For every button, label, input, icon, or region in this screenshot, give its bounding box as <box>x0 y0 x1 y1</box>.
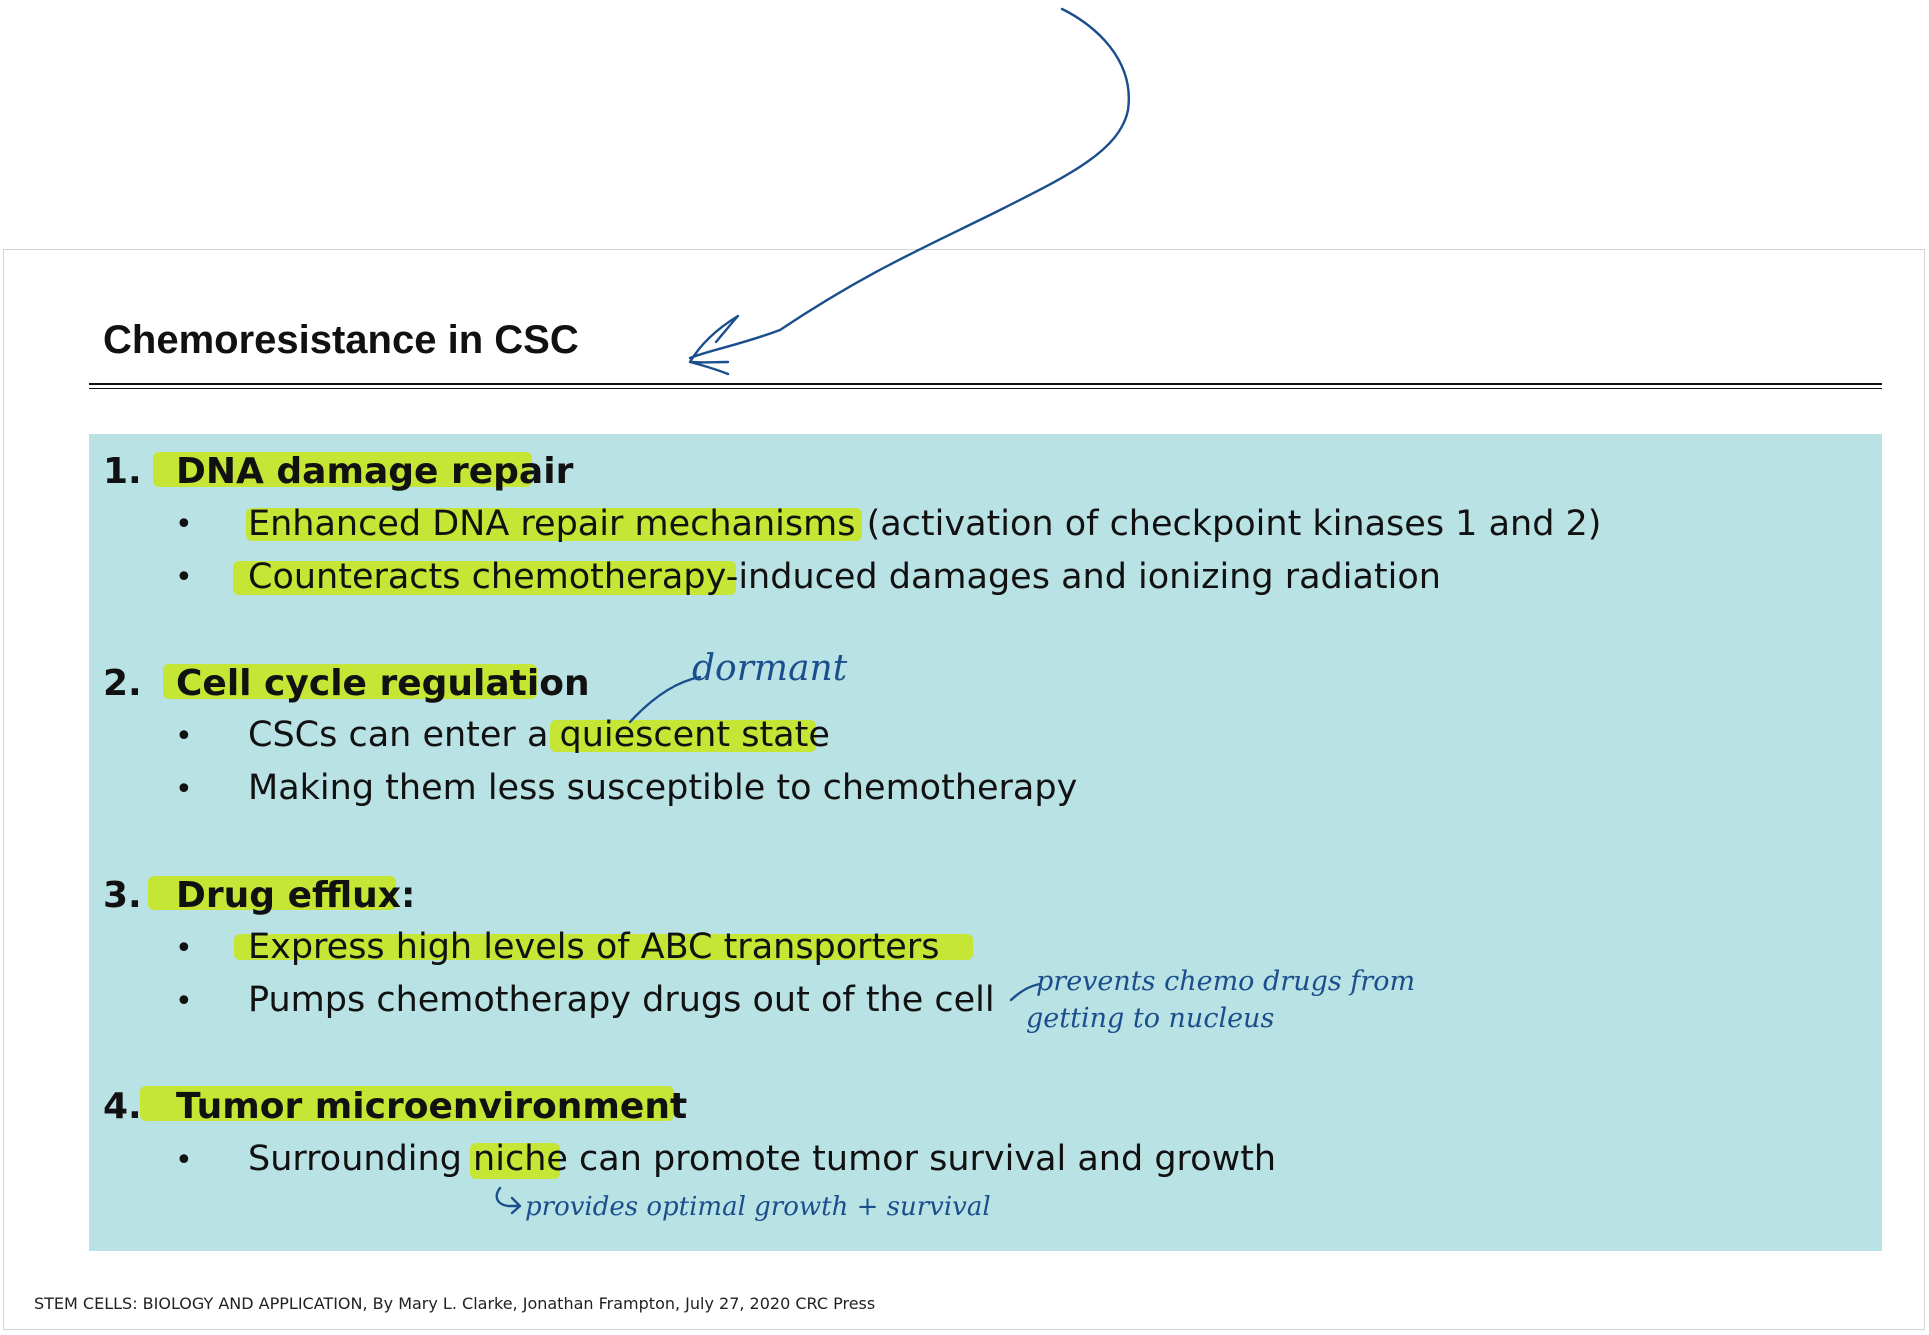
section-heading-dna-damage-repair: DNA damage repair <box>176 451 574 492</box>
bullet-marker: • <box>175 984 193 1019</box>
bullet-text: Pumps chemotherapy drugs out of the cell <box>248 980 995 1020</box>
section-number: 4. <box>103 1086 142 1127</box>
title-rule-thick <box>89 383 1882 385</box>
annotation-dormant: dormant <box>692 648 848 689</box>
bullet-marker: • <box>175 772 193 807</box>
annotation-efflux-line2: getting to nucleus <box>1026 1003 1275 1034</box>
bullet-text: Express high levels of ABC transporters <box>248 927 940 967</box>
section-heading-cell-cycle-regulation: Cell cycle regulation <box>176 663 590 704</box>
bullet-text: Making them less susceptible to chemotherapy <box>248 768 1078 808</box>
bullet-marker: • <box>175 719 193 754</box>
section-number: 1. <box>103 451 142 492</box>
title-rule-thin <box>89 388 1882 389</box>
section-number: 3. <box>103 875 142 916</box>
slide-title: Chemoresistance in CSC <box>103 318 579 362</box>
section-heading-tumor-microenvironment: Tumor microenvironment <box>176 1086 688 1127</box>
bullet-marker: • <box>175 560 193 595</box>
annotation-niche-note: provides optimal growth + survival <box>525 1192 991 1222</box>
bullet-text: Counteracts chemotherapy-induced damages and ionizing radiation <box>248 557 1441 597</box>
annotation-efflux-line1: prevents chemo drugs from <box>1036 966 1416 997</box>
citation-footer: STEM CELLS: BIOLOGY AND APPLICATION, By Mary L. Clarke, Jonathan Frampton, July 27, 2020 CRC Press <box>34 1294 876 1313</box>
bullet-marker: • <box>175 1143 193 1178</box>
section-heading-drug-efflux: Drug efflux: <box>176 875 416 916</box>
bullet-marker: • <box>175 931 193 966</box>
bullet-text: Enhanced DNA repair mechanisms (activation of checkpoint kinases 1 and 2) <box>248 504 1602 544</box>
section-number: 2. <box>103 663 142 704</box>
bullet-marker: • <box>175 507 193 542</box>
bullet-text: CSCs can enter a quiescent state <box>248 715 830 755</box>
bullet-text: Surrounding niche can promote tumor survival and growth <box>248 1139 1277 1179</box>
